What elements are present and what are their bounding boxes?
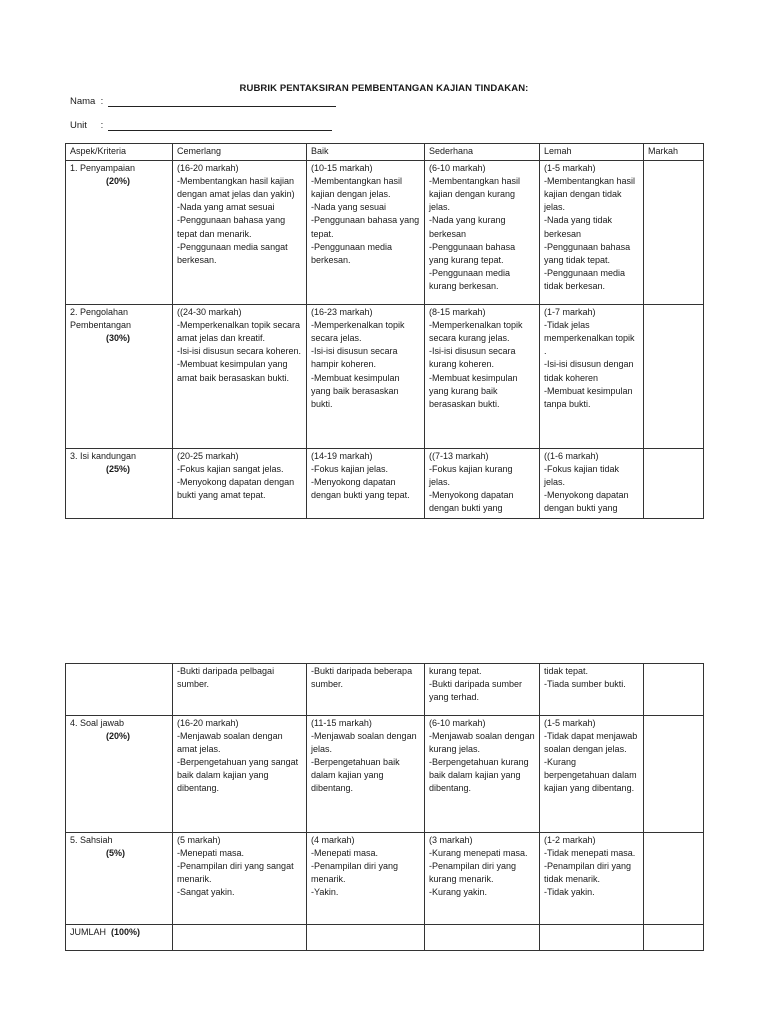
baik-cell: (11-15 markah) -Menjawab soalan dengan jelas. -Berpengetahuan baik dalam kajian yang dibentang. [307,716,425,833]
unit-field [70,120,332,131]
aspek-label: 5. Sahsiah [70,835,113,845]
aspek-cell [66,664,173,716]
total-markah-cell[interactable] [644,925,704,951]
unit-separator: : [100,120,104,131]
aspek-label: 1. Penyampaian [70,163,136,174]
table-row [66,161,704,305]
total-label-cell [66,925,173,951]
unit-blank-line[interactable] [108,121,332,131]
table-row [66,449,704,518]
nama-blank-line[interactable] [108,97,336,107]
sederhana-cell: kurang tepat. -Bukti daripada sumber yang terhad. [425,664,540,716]
aspek-cell [66,833,173,925]
table-header-row [66,144,704,161]
header-aspek: Aspek/Kriteria [66,144,173,161]
sederhana-cell: (6-10 markah) -Menjawab soalan dengan kurang jelas. -Berpengetahuan kurang baik dalam kajian yang dibentang. [425,716,540,833]
total-row [66,925,704,951]
aspek-label: 3. Isi kandungan [70,451,137,462]
total-label: JUMLAH [70,927,107,937]
markah-cell[interactable] [644,664,704,716]
rubric-table-page1 [65,143,704,519]
unit-label: Unit [70,120,87,131]
aspek-weight: (20%) [106,176,131,187]
baik-cell: (14-19 markah) -Fokus kajian jelas. -Menyokong dapatan dengan bukti yang tepat. [307,449,425,518]
nama-label: Nama [70,96,96,107]
nama-field [70,96,336,107]
table-row [66,716,704,833]
aspek-weight: (20%) [106,731,131,742]
markah-cell[interactable] [644,449,704,518]
aspek-label: 2. Pengolahan Pembentangan [70,307,132,331]
lemah-cell: (1-5 markah) -Membentangkan hasil kajian dengan tidak jelas. -Nada yang tidak berkesan -Penggunaan bahasa yang tidak tepat. -Penggunaan media tidak berkesan. [540,161,644,305]
header-cemerlang: Cemerlang [173,144,307,161]
cemerlang-cell: (16-20 markah) -Menjawab soalan dengan amat jelas. -Berpengetahuan yang sangat baik dalam kajian yang dibentang. [173,716,307,833]
aspek-weight: (30%) [106,333,131,344]
markah-cell[interactable] [644,161,704,305]
cemerlang-cell: (5 markah) -Menepati masa. -Penampilan diri yang sangat menarik. -Sangat yakin. [173,833,307,925]
sederhana-cell: (6-10 markah) -Membentangkan hasil kajian dengan kurang jelas. -Nada yang kurang berkesan -Penggunaan bahasa yang kurang tepat. -Penggunaan media kurang berkesan. [425,161,540,305]
baik-cell: (10-15 markah) -Membentangkan hasil kajian dengan jelas. -Nada yang sesuai -Penggunaan bahasa yang tepat. -Penggunaan media berkesan. [307,161,425,305]
aspek-cell [66,449,173,518]
aspek-label: 4. Soal jawab [70,718,125,728]
markah-cell[interactable] [644,716,704,833]
baik-cell: (16-23 markah) -Memperkenalkan topik secara jelas. -Isi-isi disusun secara hampir koheren. -Membuat kesimpulan yang baik berasaskan bukti. [307,305,425,449]
table-row [66,833,704,925]
total-sederhana-cell [425,925,540,951]
cemerlang-cell: (20-25 markah) -Fokus kajian sangat jelas. -Menyokong dapatan dengan bukti yang amat tepat. [173,449,307,518]
aspek-cell [66,305,173,449]
aspek-weight: (5%) [106,848,126,859]
header-baik: Baik [307,144,425,161]
aspek-cell [66,161,173,305]
cemerlang-cell: (16-20 markah) -Membentangkan hasil kajian dengan amat jelas dan yakin) -Nada yang amat sesuai -Penggunaan bahasa yang tepat dan menarik. -Penggunaan media sangat berkesan. [173,161,307,305]
cemerlang-cell: -Bukti daripada pelbagai sumber. [173,664,307,716]
sederhana-cell: (3 markah) -Kurang menepati masa. -Penampilan diri yang kurang menarik. -Kurang yakin. [425,833,540,925]
lemah-cell: ((1-6 markah) -Fokus kajian tidak jelas. -Menyokong dapatan dengan bukti yang [540,449,644,518]
lemah-cell: tidak tepat. -Tiada sumber bukti. [540,664,644,716]
header-lemah: Lemah [540,144,644,161]
document-title: RUBRIK PENTAKSIRAN PEMBENTANGAN KAJIAN TINDAKAN: [239,83,529,94]
baik-cell: -Bukti daripada beberapa sumber. [307,664,425,716]
markah-cell[interactable] [644,833,704,925]
table-row [66,305,704,449]
lemah-cell: (1-7 markah) -Tidak jelas memperkenalkan topik . -Isi-isi disusun dengan tidak koheren -Membuat kesimpulan tanpa bukti. [540,305,644,449]
sederhana-cell: ((7-13 markah) -Fokus kajian kurang jelas. -Menyokong dapatan dengan bukti yang [425,449,540,518]
header-sederhana: Sederhana [425,144,540,161]
total-baik-cell [307,925,425,951]
cemerlang-cell: ((24-30 markah) -Memperkenalkan topik secara amat jelas dan kreatif. -Isi-isi disusun secara koheren. -Membuat kesimpulan yang amat baik berasaskan bukti. [173,305,307,449]
markah-cell[interactable] [644,305,704,449]
rubric-table-page2 [65,663,704,951]
header-markah: Markah [644,144,704,161]
lemah-cell: (1-5 markah) -Tidak dapat menjawab soalan dengan jelas. -Kurang berpengetahuan dalam kajian yang dibentang. [540,716,644,833]
sederhana-cell: (8-15 markah) -Memperkenalkan topik secara kurang jelas. -Isi-isi disusun secara kurang koheren. -Membuat kesimpulan yang kurang baik berasaskan bukti. [425,305,540,449]
total-lemah-cell [540,925,644,951]
total-weight: (100%) [111,927,141,937]
lemah-cell: (1-2 markah) -Tidak menepati masa. -Penampilan diri yang tidak menarik. -Tidak yakin. [540,833,644,925]
total-cemerlang-cell [173,925,307,951]
table-row [66,664,704,716]
aspek-weight: (25%) [106,464,131,475]
nama-separator: : [100,96,104,107]
baik-cell: (4 markah) -Menepati masa. -Penampilan diri yang menarik. -Yakin. [307,833,425,925]
aspek-cell [66,716,173,833]
